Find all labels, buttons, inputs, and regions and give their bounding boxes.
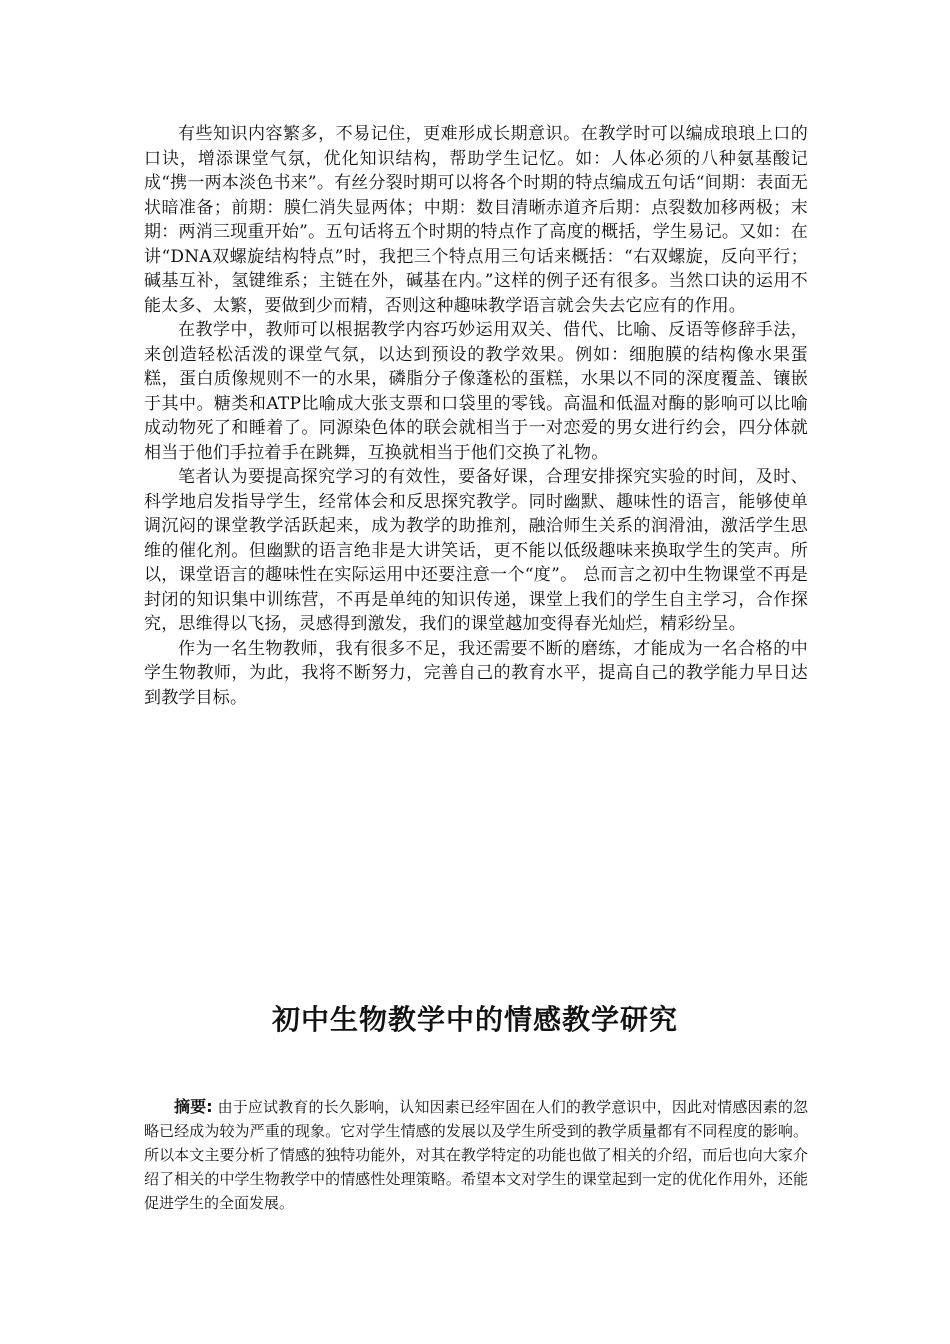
paragraph-inquiry: 笔者认为要提高探究学习的有效性，要备好课，合理安排探究实验的时间，及时、科学地启发指导学生，经常体会和反思探究教学。同时幽默、趣味性的语言，能够使单调沉闷的课堂教学活跃起来，成为教学的助推剂，融洽师生关系的润滑油，激活学生思维的催化剂。但幽默的语言绝非是大讲笑话，更不能以低级趣味来换取学生的笑声。所以，课堂语言的趣味性在实际运用中还要注意一个“度”。 总而言之初中生物课堂不再是封闭的知识集中训练营，不再是单纯的知识传递，课堂上我们的学生自主学习，合作探究，思维得以飞扬，灵感得到激发，我们的课堂越加变得春光灿烂，精彩纷呈。 (144, 467, 808, 634)
paragraph-rhetoric: 在教学中，教师可以根据教学内容巧妙运用双关、借代、比喻、反语等修辞手法，来创造轻松活泼的课堂气氛，以达到预设的教学效果。例如：细胞膜的结构像水果蛋糕，蛋白质像规则不一的水果，磷脂分子像蓬松的蛋糕，水果以不同的深度覆盖、镶嵌于其中。糖类和ATP比喻成大张支票和口袋里的零钱。高温和低温对酶的影响可以比喻成动物死了和睡着了。同源染色体的联会就相当于一对恋爱的男女进行约会，四分体就相当于他们手拉着手在跳舞，互换就相当于他们交换了礼物。 (144, 320, 808, 463)
abstract-text: 由于应试教育的长久影响，认知因素已经牢固在人们的教学意识中，因此对情感因素的忽略已经成为较为严重的现象。它对学生情感的发展以及学生所受到的教学质量都有不同程度的影响。所以本文主要分析了情感的独特功能外，对其在教学特定的功能也做了相关的介绍，而后也向大家介绍了相关的中学生物教学中的情感性处理策略。希望本文对学生的课堂起到一定的优化作用外，还能促进学生的全面发展。 (144, 1098, 808, 1212)
article-title: 初中生物教学中的情感教学研究 (271, 1003, 678, 1036)
body-text (144, 122, 808, 710)
abstract-label: 摘要: (174, 1097, 213, 1116)
paragraph-conclusion: 作为一名生物教师，我有很多不足，我还需要不断的磨练，才能成为一名合格的中学生物教师，为此，我将不断努力，完善自己的教育水平，提高自己的教学能力早日达到教学目标。 (144, 638, 808, 708)
paragraph-mnemonics: 有些知识内容繁多，不易记住，更难形成长期意识。在教学时可以编成琅琅上口的口诀，增添课堂气氛，优化知识结构，帮助学生记忆。如：人体必须的八种氨基酸记成“携一两本淡色书来”。有丝分裂时期可以将各个时期的特点编成五句话“间期：表面无状暗准备；前期：膜仁消失显两体；中期：数目清晰赤道齐后期：点裂数加移两极；末期：两消三现重开始”。五句话将五个时期的特点作了高度的概括，学生易记。又如：在讲“DNA双螺旋结构特点”时，我把三个特点用三句话来概括：“右双螺旋，反向平行；碱基互补，氢键维系；主链在外，碱基在内。”这样的例子还有很多。当然口诀的运用不能太多、太繁，要做到少而精，否则这种趣味教学语言就会失去它应有的作用。 (144, 124, 808, 316)
abstract (144, 1095, 808, 1215)
